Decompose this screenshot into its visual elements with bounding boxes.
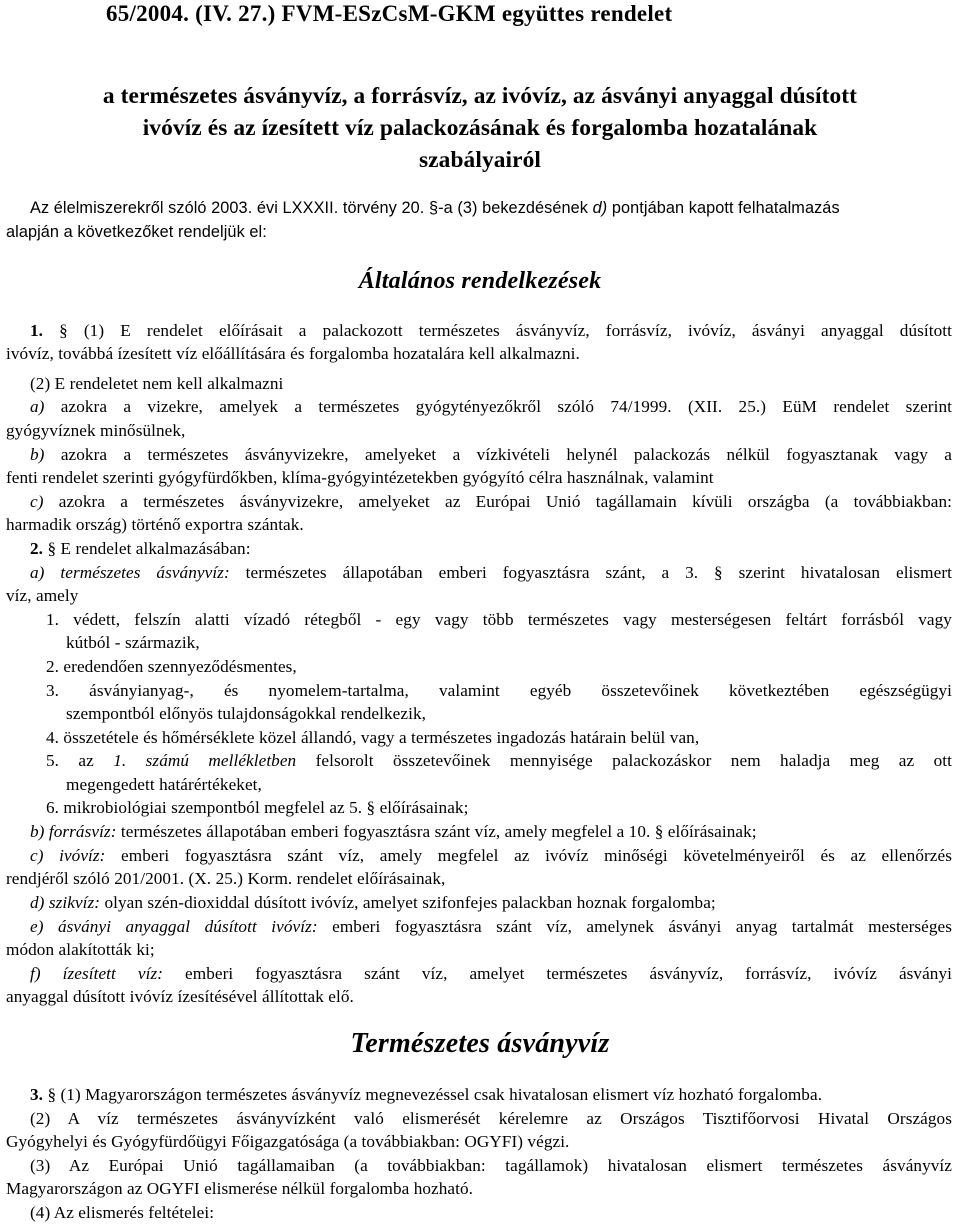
- para3-line-4: (3) Az Európai Unió tagállamaiban (a továbbiakban: tagállamok) hivatalosan elismert természetes ásványvíz: [30, 1156, 952, 1175]
- para2-item-f-cont: anyaggal dúsított ivóvíz ízesítésével állítottak elő.: [6, 987, 354, 1006]
- para1-item-b-cont: fenti rendelet szerinti gyógyfürdőkben, klíma-gyógyintézetekben gyógyító célra használnak, valamint: [6, 468, 714, 487]
- para2-item-e: e) ásványi anyaggal dúsított ivóvíz: emberi fogyasztásra szánt víz, amelynek ásványi anyag tartalmát mesterséges: [30, 917, 952, 936]
- para2-list-3-cont: szempontból előnyös tulajdonságokkal rendelkezik,: [66, 704, 426, 723]
- para3-line-1: 3. § (1) Magyarországon természetes ásványvíz megnevezéssel csak hivatalosan elismert víz hozható forgalomba.: [30, 1085, 823, 1104]
- para2-list-1-cont: kútból - származik,: [66, 633, 200, 652]
- para2-intro: 2. § E rendelet alkalmazásában:: [30, 539, 251, 558]
- para1-item-c-cont: harmadik ország) történő exportra szántak.: [6, 515, 304, 534]
- para2-list-5: 5. az 1. számú mellékletben felsorolt összetevőinek mennyisége palackozáskor nem haladja meg az ott: [46, 751, 952, 770]
- para2-item-b: b) forrásvíz: természetes állapotában emberi fogyasztásra szánt víz, amely megfelel a 10. § előírásainak;: [30, 822, 757, 841]
- para2-item-c-cont: rendjéről szóló 201/2001. (X. 25.) Korm. rendelet előírásainak,: [6, 869, 446, 888]
- para2-list-6: 6. mikrobiológiai szempontból megfelel az 5. § előírásainak;: [46, 798, 469, 817]
- para2-item-c: c) ivóvíz: emberi fogyasztásra szánt víz, amely megfelel az ivóvíz minőségi követelményeiről és az ellenőrzés: [30, 846, 952, 865]
- section-heading-general: Általános rendelkezések: [358, 268, 602, 294]
- para3-line-5: Magyarországon az OGYFI elismerése nélkül forgalomba hozható.: [6, 1179, 474, 1198]
- para2-list-2: 2. eredendően szennyeződésmentes,: [46, 657, 297, 676]
- para2-item-e-cont: módon alakították ki;: [6, 940, 155, 959]
- para2-list-1: 1. védett, felszín alatti vízadó rétegből - egy vagy több természetes vagy mesterségesen feltárt forrásból vagy: [46, 610, 952, 629]
- intro-line-1: Az élelmiszerekről szóló 2003. évi LXXXII. törvény 20. §-a (3) bekezdésének d) pontjában kapott felhatalmazás: [30, 199, 840, 217]
- para1-item-a-cont: gyógyvíznek minősülnek,: [6, 421, 186, 440]
- title-line-1: a természetes ásványvíz, a forrásvíz, az ivóvíz, az ásványi anyaggal dúsított: [102, 83, 858, 109]
- para2-list-5-cont: megengedett határértékeket,: [66, 775, 262, 794]
- para3-line-6: (4) Az elismerés feltételei:: [30, 1203, 215, 1222]
- para2-list-3: 3. ásványianyag-, és nyomelem-tartalma, valamint egyéb összetevőinek következtében egészségügyi: [46, 681, 952, 700]
- intro-line-2: alapján a következőket rendeljük el:: [6, 223, 267, 241]
- title-line-3: szabályairól: [418, 147, 542, 173]
- decree-heading: 65/2004. (IV. 27.) FVM-ESzCsM-GKM együttes rendelet: [106, 1, 673, 26]
- title-line-2: ivóvíz és az ízesített víz palackozásának és forgalomba hozatalának: [142, 115, 818, 141]
- para1-line-2: ivóvíz, továbbá ízesített víz előállítására és forgalomba hozatalára kell alkalmazni.: [6, 344, 580, 363]
- para3-line-2: (2) A víz természetes ásványvízként való elismerését kérelemre az Országos Tisztifőorvosi Hivatal Országos: [30, 1109, 952, 1128]
- para2-item-f: f) ízesített víz: emberi fogyasztásra szánt víz, amelyet természetes ásványvíz, forrásvíz, ivóvíz ásványi: [30, 964, 953, 983]
- para1-line-1: 1. § (1) E rendelet előírásait a palackozott természetes ásványvíz, forrásvíz, ivóvíz, ásványi anyaggal dúsított: [30, 321, 952, 340]
- para2-item-a-cont: víz, amely: [6, 586, 79, 605]
- para1-line-3: (2) E rendeletet nem kell alkalmazni: [30, 374, 284, 393]
- para2-item-a: a) természetes ásványvíz: természetes állapotában emberi fogyasztásra szánt, a 3. § szerint hivatalosan elismert: [30, 563, 952, 582]
- para2-list-4: 4. összetétele és hőmérséklete közel állandó, vagy a természetes ingadozás határain belül van,: [46, 728, 700, 747]
- para1-item-b: b) azokra a természetes ásványvizekre, amelyeket a vízkivételi helynél palackozás nélkül fogyasztanak vagy a: [30, 445, 952, 464]
- para1-item-a: a) azokra a vizekre, amelyek a természetes gyógytényezőkről szóló 74/1999. (XII. 25.) EüM rendelet szerint: [30, 397, 952, 416]
- para2-item-d: d) szikvíz: olyan szén-dioxiddal dúsított ivóvíz, amelyet szifonfejes palackban hoznak forgalomba;: [30, 893, 716, 912]
- para3-line-3: Gyógyhelyi és Gyógyfürdőügyi Főigazgatósága (a továbbiakban: OGYFI) végzi.: [6, 1132, 570, 1151]
- section-heading-natural: Természetes ásványvíz: [350, 1028, 610, 1059]
- para1-item-c: c) azokra a természetes ásványvizekre, amelyeket az Európai Unió tagállamain kívüli országba (a továbbiakban:: [30, 492, 952, 511]
